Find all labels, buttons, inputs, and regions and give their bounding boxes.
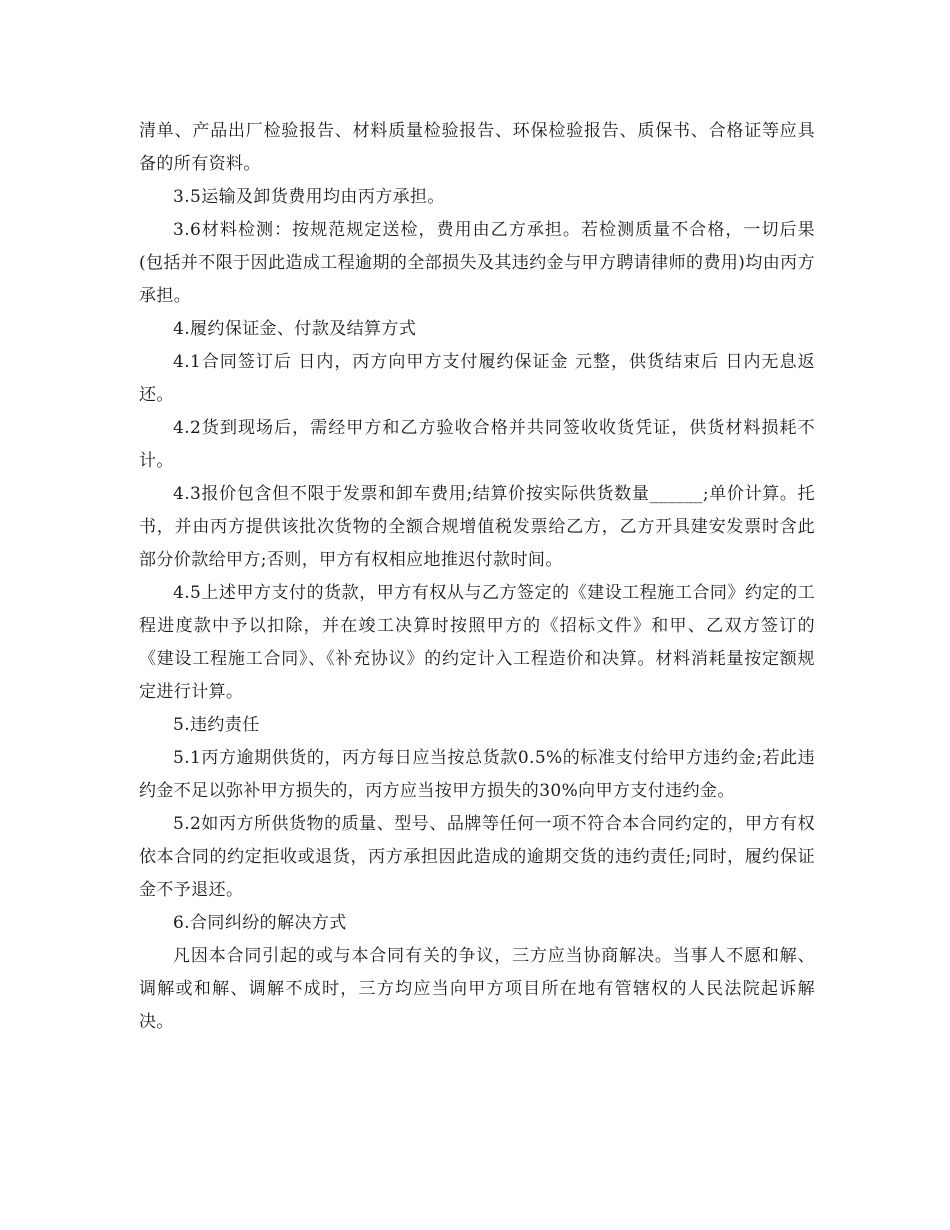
paragraph-3-5-transport: 3.5运输及卸货费用均由丙方承担。 xyxy=(173,187,445,207)
paragraph-5-2-quality: 5.2如丙方所供货物的质量、型号、品牌等任何一项不符合本合同约定的，甲方有权依本合同的约定拒收或退货，丙方承担因此造成的逾期交货的违约责任;同时，履约保证金不予退还。 xyxy=(139,814,815,900)
paragraph-dispute-resolution: 凡因本合同引起的或与本合同有关的争议，三方应当协商解决。当事人不愿和解、调解或和解、调解不成时，三方均应当向甲方项目所在地有管辖权的人民法院起诉解决。 xyxy=(139,946,815,1032)
section-heading-6: 6.合同纠纷的解决方式 xyxy=(173,913,347,933)
paragraph-4-5-deduction: 4.5上述甲方支付的货款，甲方有权从与乙方签定的《建设工程施工合同》约定的工程进度款中予以扣除，并在竣工决算时按照甲方的《招标文件》和甲、乙双方签订的《建设工程施工合同》、《补充协议》的约定计入工程造价和决算。材料消耗量按定额规定进行计算。 xyxy=(139,583,815,702)
paragraph-3-6-testing: 3.6材料检测：按规范规定送检，费用由乙方承担。若检测质量不合格，一切后果(包括并不限于因此造成工程逾期的全部损失及其违约金与甲方聘请律师的费用)均由丙方承担。 xyxy=(139,220,815,306)
paragraph-materials-list: 清单、产品出厂检验报告、材料质量检验报告、环保检验报告、质保书、合格证等应具备的所有资料。 xyxy=(139,121,815,174)
section-heading-5: 5.违约责任 xyxy=(173,715,260,735)
paragraph-5-1-late-delivery: 5.1丙方逾期供货的，丙方每日应当按总货款0.5%的标准支付给甲方违约金;若此违约金不足以弥补甲方损失的，丙方应当按甲方损失的30%向甲方支付违约金。 xyxy=(139,748,815,801)
document-body xyxy=(139,115,815,1039)
section-heading-4: 4.履约保证金、付款及结算方式 xyxy=(173,319,417,339)
paragraph-4-2-acceptance: 4.2货到现场后，需经甲方和乙方验收合格并共同签收收货凭证，供货材料损耗不计。 xyxy=(139,418,815,471)
paragraph-4-3-pricing: 4.3报价包含但不限于发票和卸车费用;结算价按实际供货数量______;单价计算。托书，并由丙方提供该批次货物的全额合规增值税发票给乙方，乙方开具建安发票时含此部分价款给甲方;否则，甲方有权相应地推迟付款时间。 xyxy=(139,484,815,570)
paragraph-4-1-deposit: 4.1合同签订后 日内，丙方向甲方支付履约保证金 元整，供货结束后 日内无息返还。 xyxy=(139,352,815,405)
